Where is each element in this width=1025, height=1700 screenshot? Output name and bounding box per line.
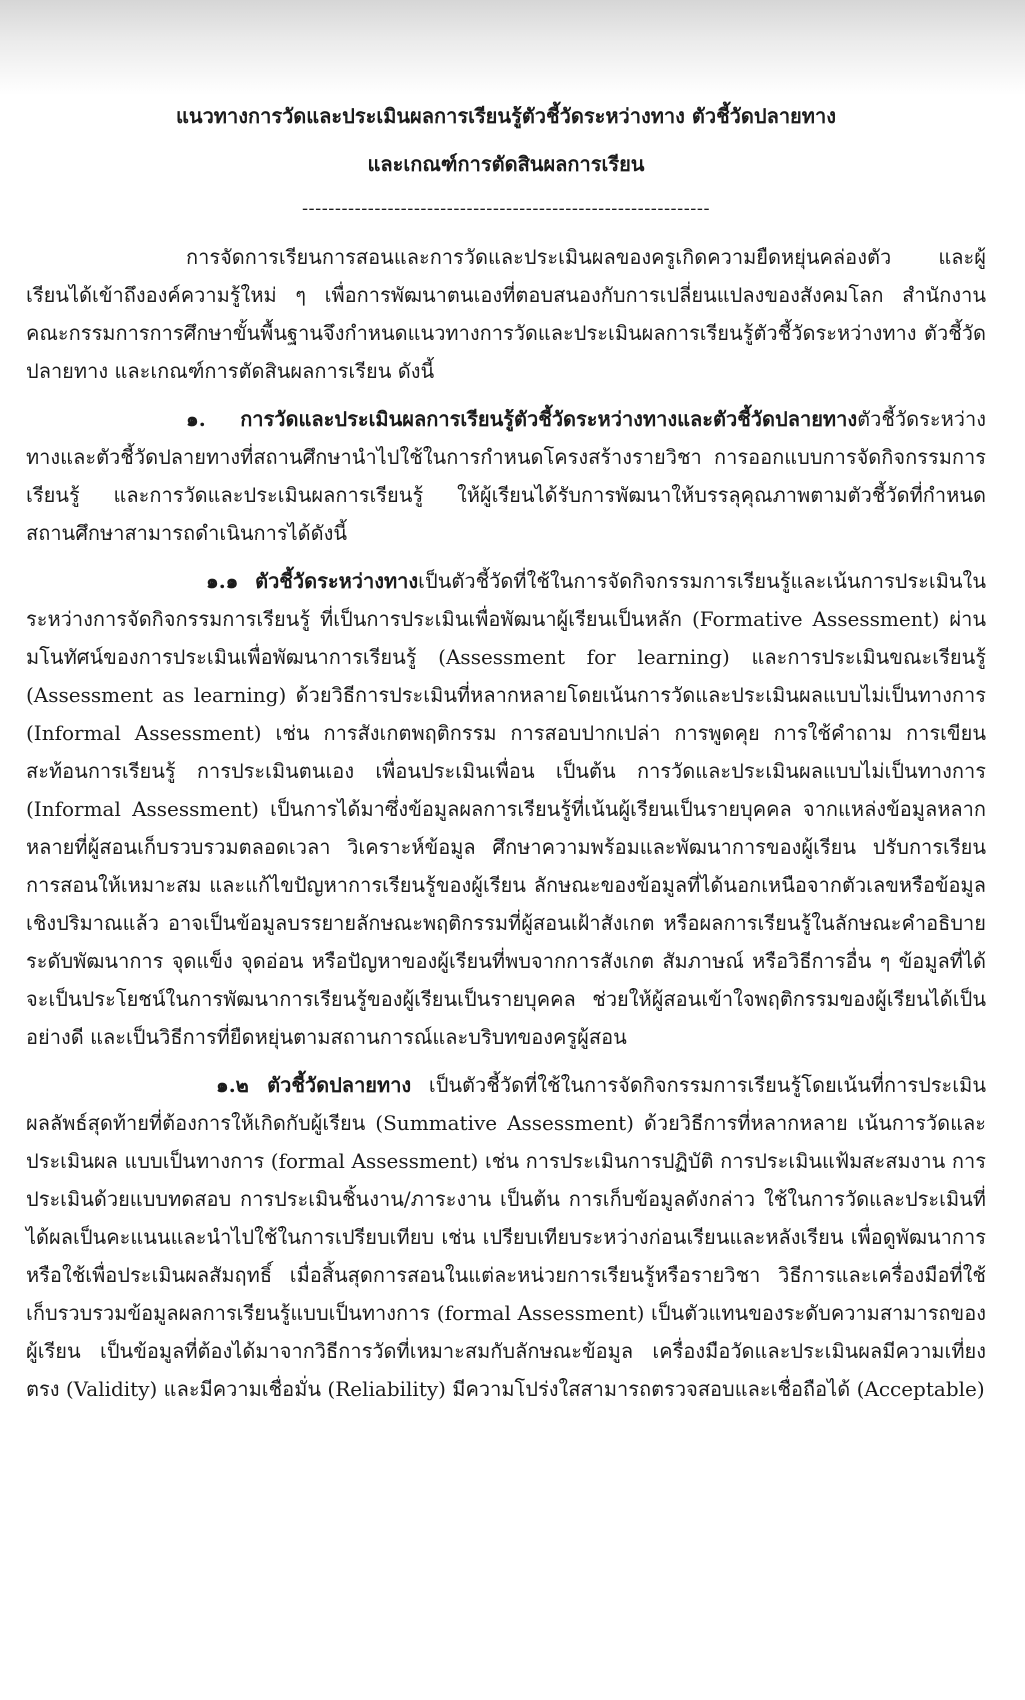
document-title-line-2: และเกณฑ์การตัดสินผลการเรียน <box>367 152 645 176</box>
section-1-1-body: เป็นตัวชี้วัดที่ใช้ในการจัดกิจกรรมการเรียนรู้และเน้นการประเมินในระหว่างการจัดกิจกรรมการเรียนรู้ ที่เป็นการประเมินเพื่อพัฒนาผู้เรียนเป็นหลัก (Formative Assessment) ผ่านมโนทัศน์ของการประเมินเพื่อพัฒนาการเรียนรู้ (Assessment for learning) และการประเมินขณะเรียนรู้ (Assessment as learning) ด้วยวิธีการประเมินที่หลากหลายโดยเน้นการวัดและประเมินผลแบบไม่เป็นทางการ (Informal Assessment) เช่น การสังเกตพฤติกรรม การสอบปากเปล่า การพูดคุย การใช้คำถาม การเขียนสะท้อนการเรียนรู้ การประเมินตนเอง เพื่อนประเมินเพื่อน เป็นต้น การวัดและประเมินผลแบบไม่เป็นทางการ (Informal Assessment) เป็นการได้มาซึ่งข้อมูลผลการเรียนรู้ที่เน้นผู้เรียนเป็นรายบุคคล จากแหล่งข้อมูลหลากหลายที่ผู้สอนเก็บรวบรวมตลอดเวลา วิเคราะห์ข้อมูล ศึกษาความพร้อมและพัฒนาการของผู้เรียน ปรับการเรียนการสอนให้เหมาะสม และแก้ไขปัญหาการเรียนรู้ของผู้เรียน ลักษณะของข้อมูลที่ได้นอกเหนือจากตัวเลขหรือข้อมูลเชิงปริมาณแล้ว อาจเป็นข้อมูลบรรยายลักษณะพฤติกรรมที่ผู้สอนเฝ้าสังเกต หรือผลการเรียนรู้ในลักษณะคำอธิบายระดับพัฒนาการ จุดแข็ง จุดอ่อน หรือปัญหาของผู้เรียนที่พบจากการสังเกต สัมภาษณ์ หรือวิธีการอื่น ๆ ข้อมูลที่ได้จะเป็นประโยชน์ในการพัฒนาการเรียนรู้ของผู้เรียนเป็นรายบุคคล ช่วยให้ผู้สอนเข้าใจพฤติกรรมของผู้เรียนได้เป็นอย่างดี และเป็นวิธีการที่ยืดหยุ่นตามสถานการณ์และบริบทของครูผู้สอน <box>26 569 986 1049</box>
section-1-1-heading: ๑.๑ ตัวชี้วัดระหว่างทาง <box>206 569 419 593</box>
screenshot-top-shadow <box>0 0 1025 95</box>
section-1-2-body: เป็นตัวชี้วัดที่ใช้ในการจัดกิจกรรมการเรียนรู้โดยเน้นที่การประเมินผลลัพธ์สุดท้ายที่ต้องการให้เกิดกับผู้เรียน (Summative Assessment) ด้วยวิธีการที่หลากหลาย เน้นการวัดและประเมินผล แบบเป็นทางการ (formal Assessment) เช่น การประเมินการปฏิบัติ การประเมินแฟ้มสะสมงาน การประเมินด้วยแบบทดสอบ การประเมินชิ้นงาน/ภาระงาน เป็นต้น การเก็บข้อมูลดังกล่าว ใช้ในการวัดและประเมินที่ได้ผลเป็นคะแนนและนำไปใช้ในการเปรียบเทียบ เช่น เปรียบเทียบระหว่างก่อนเรียนและหลังเรียน เพื่อดูพัฒนาการหรือใช้เพื่อประเมินผลสัมฤทธิ์ เมื่อสิ้นสุดการสอนในแต่ละหน่วยการเรียนรู้หรือรายวิชา วิธีการและเครื่องมือที่ใช้เก็บรวบรวมข้อมูลผลการเรียนรู้แบบเป็นทางการ (formal Assessment) เป็นตัวแทนของระดับความสามารถของผู้เรียน เป็นข้อมูลที่ต้องได้มาจากวิธีการวัดที่เหมาะสมกับลักษณะข้อมูล เครื่องมือวัดและประเมินผลมีความเที่ยงตรง (Validity) และมีความเชื่อมั่น (Reliability) มีความโปร่งใสสามารถตรวจสอบและเชื่อถือได้ (Acceptable) <box>26 1073 986 1401</box>
section-1-1-paragraph <box>26 562 986 1056</box>
section-1-paragraph <box>26 400 986 552</box>
section-1-body: ตัวชี้วัดระหว่างทางและตัวชี้วัดปลายทางที่สถานศึกษานำไปใช้ในการกำหนดโครงสร้างรายวิชา การออกแบบการจัดกิจกรรมการเรียนรู้ และการวัดและประเมินผลการเรียนรู้ ให้ผู้เรียนได้รับการพัฒนาให้บรรลุคุณภาพตามตัวชี้วัดที่กำหนด สถานศึกษาสามารถดำเนินการได้ดังนี้ <box>26 407 986 545</box>
document-title-line-1: แนวทางการวัดและประเมินผลการเรียนรู้ตัวชี้วัดระหว่างทาง ตัวชี้วัดปลายทาง <box>176 104 836 128</box>
section-1-2-paragraph <box>26 1066 986 1408</box>
document-page <box>26 92 986 1418</box>
section-1-heading: ๑. การวัดและประเมินผลการเรียนรู้ตัวชี้วัดระหว่างทางและตัวชี้วัดปลายทาง <box>186 407 858 431</box>
title-divider: -------------------------------------------------------------- <box>301 198 711 219</box>
intro-paragraph: การจัดการเรียนการสอนและการวัดและประเมินผลของครูเกิดความยืดหยุ่นคล่องตัว และผู้เรียนได้เข้าถึงองค์ความรู้ใหม่ ๆ เพื่อการพัฒนาตนเองที่ตอบสนองกับการเปลี่ยนแปลงของสังคมโลก สำนักงานคณะกรรมการการศึกษาขั้นพื้นฐานจึงกำหนดแนวทางการวัดและประเมินผลการเรียนรู้ตัวชี้วัดระหว่างทาง ตัวชี้วัดปลายทาง และเกณฑ์การตัดสินผลการเรียน ดังนี้ <box>26 245 986 383</box>
section-1-2-heading: ๑.๒ ตัวชี้วัดปลายทาง <box>216 1073 412 1097</box>
